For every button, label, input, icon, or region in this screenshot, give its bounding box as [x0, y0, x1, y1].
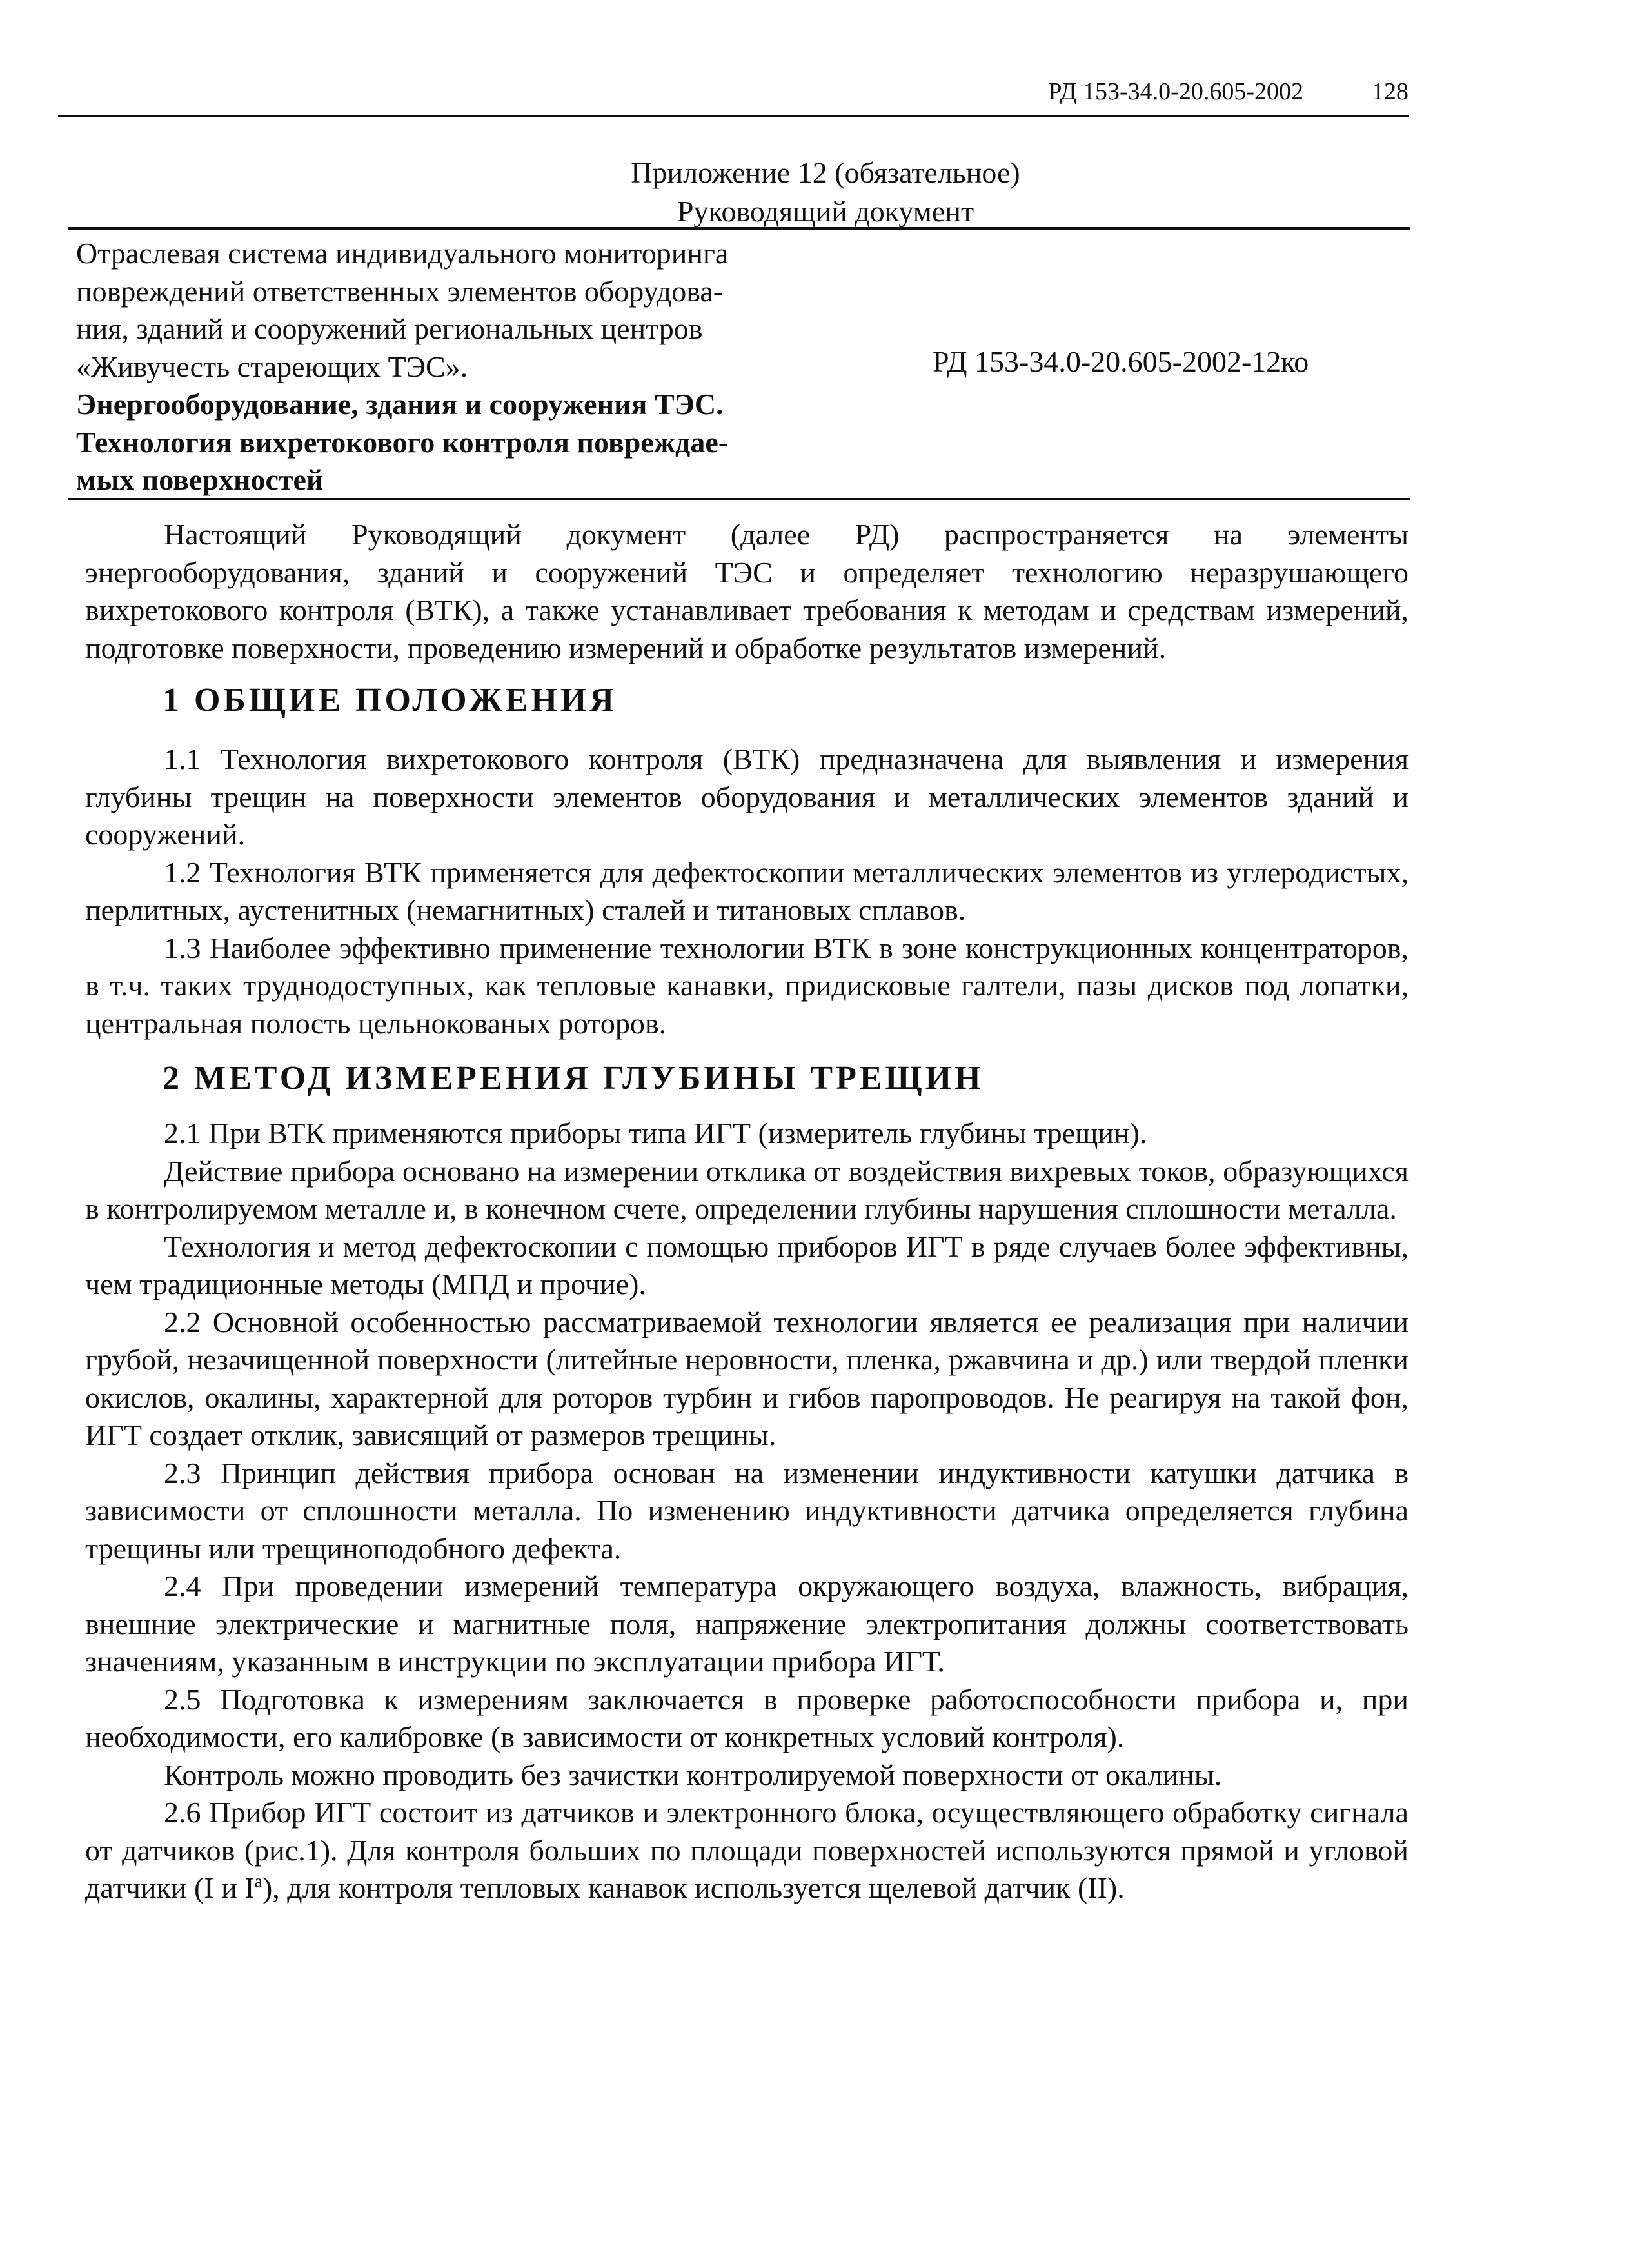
doc-title-line: ния, зданий и сооружений региональных центров: [76, 312, 703, 345]
paragraph-2-6-text-end: ), для контроля тепловых канавок используется щелевой датчик (II).: [262, 1871, 1125, 1904]
superscript-a: а: [254, 1871, 262, 1892]
doc-title-block: [76, 235, 867, 499]
section-1-body: [85, 741, 1409, 1042]
block-bottom-rule: [68, 498, 1410, 500]
paragraph-2-3: 2.3 Принцип действия прибора основан на изменении индуктивности катушки датчика в зависимости от сплошности металла. По изменению индуктивности датчика определяется глубина трещины или трещиноподобного дефекта.: [85, 1456, 1409, 1565]
paragraph-2-6-text: 2.6 Прибор ИГТ состоит из датчиков и электронного блока, осуществляющего обработку сигнала от датчиков (рис.1). Для контроля больших по площади поверхностей используются прямой и угловой датчики (I и I: [85, 1796, 1409, 1904]
paragraph-2-2: 2.2 Основной особенностью рассматриваемой технологии является ее реализация при наличии грубой, незачищенной поверхности (литейные неровности, пленка, ржавчина и др.) или твердой пленки окислов, окалины, характерной для роторов турбин и гибов паропроводов. Не реагируя на такой фон, ИГТ создает отклик, зависящий от размеров трещины.: [85, 1305, 1409, 1451]
paragraph-2-6: [85, 1794, 1409, 1907]
paragraph-2-1: 2.1 При ВТК применяются приборы типа ИГТ (измеритель глубины трещин).: [164, 1117, 1147, 1149]
doc-title-line: повреждений ответственных элементов оборудова-: [76, 274, 724, 308]
doc-subject-line: Технология вихретокового контроля повреждае-: [76, 425, 729, 459]
intro-section: [85, 516, 1409, 667]
appendix-title: Приложение 12 (обязательное): [631, 156, 1020, 189]
paragraph-1-2: 1.2 Технология ВТК применяется для дефектоскопии металлических элементов из углеродистых, перлитных, аустенитных (немагнитных) сталей и титановых сплавов.: [85, 855, 1409, 926]
paragraph-2-5-cont: Контроль можно проводить без зачистки контролируемой поверхности от окалины.: [164, 1758, 1222, 1791]
paragraph-2-1-cont: Действие прибора основано на измерении отклика от воздействия вихревых токов, образующихся в контролируемом металле и, в конечном счете, определении глубины нарушения сплошности металла.: [85, 1154, 1409, 1225]
intro-paragraph: Настоящий Руководящий документ (далее РД) распространяется на элементы энергооборудования, зданий и сооружений ТЭС и определяет технологию неразрушающего вихретокового контроля (ВТК), а также устанавливает требования к методам и средствам измерений, подготовке поверхности, проведению измерений и обработке результатов измерений.: [85, 518, 1409, 664]
section-heading-2: 2 МЕТОД ИЗМЕРЕНИЯ ГЛУБИНЫ ТРЕЩИН: [163, 1060, 984, 1097]
section-heading-1: 1 ОБЩИЕ ПОЛОЖЕНИЯ: [163, 682, 617, 719]
block-top-rule: [68, 227, 1410, 230]
doc-title-line: «Живучесть стареющих ТЭС».: [76, 350, 468, 383]
doc-subject-line: мых поверхностей: [76, 463, 324, 496]
paragraph-1-3: 1.3 Наиболее эффективно применение технологии ВТК в зоне конструкционных концентраторов, в т.ч. таких труднодоступных, как тепловые канавки, придисковые галтели, пазы дисков под лопатки, центральная полость цельнокованых роторов.: [85, 931, 1409, 1040]
doc-designation: РД 153-34.0-20.605-2002-12ко: [933, 345, 1309, 378]
doc-title-line: Отраслевая система индивидуального мониторинга: [76, 237, 729, 270]
doc-subject-line: Энергооборудование, здания и сооружения ТЭС.: [76, 388, 724, 421]
section-2-body: [85, 1115, 1409, 1907]
header-doc-code: РД 153-34.0-20.605-2002: [1048, 78, 1303, 105]
running-header: [58, 76, 1409, 117]
paragraph-2-4: 2.4 При проведении измерений температура окружающего воздуха, влажность, вибрация, внешние электрические и магнитные поля, напряжение электропитания должны соответствовать значениям, указанным в инструкции по эксплуатации прибора ИГТ.: [85, 1569, 1409, 1678]
paragraph-2-5: 2.5 Подготовка к измерениям заключается в проверке работоспособности прибора и, при необходимости, его калибровке (в зависимости от конкретных условий контроля).: [85, 1682, 1409, 1753]
page-number: 128: [1372, 78, 1409, 105]
paragraph-1-1: 1.1 Технология вихретокового контроля (ВТК) предназначена для выявления и измерения глубины трещин на поверхности элементов оборудования и металлических элементов зданий и сооружений.: [85, 742, 1409, 851]
doc-type-title: Руководящий документ: [677, 195, 974, 228]
paragraph-2-1-method: Технология и метод дефектоскопии с помощью приборов ИГТ в ряде случаев более эффективны, чем традиционные методы (МПД и прочие).: [85, 1229, 1409, 1300]
